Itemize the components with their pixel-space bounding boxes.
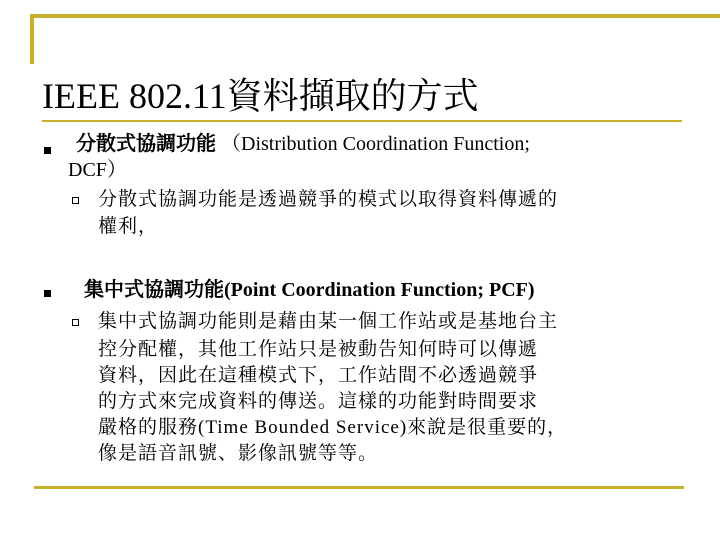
bullet-marker [44, 147, 51, 154]
footer-rule [34, 486, 684, 489]
bullet-2-sub-line-1: 集中式協調功能則是藉由某一個工作站或是基地台主 [98, 311, 559, 332]
bullet-1-sub-line-1: 分散式協調功能是透過競爭的模式以取得資料傳遞的 [98, 189, 559, 210]
bullet-1-heading [76, 132, 530, 156]
bullet-1-heading-term: 分散式協調功能 [76, 133, 216, 155]
sub-bullet-marker [72, 197, 79, 204]
bullet-2-heading [84, 278, 535, 302]
bullet-2-heading-term: 集中式協調功能 [84, 279, 224, 301]
slide-title: IEEE 802.11資料擷取的方式 [42, 76, 479, 116]
bullet-2-sub-line-2: 控分配權，其他工作站只是被動告知何時可以傳遞 [98, 339, 539, 360]
bullet-1-sub-line-2: 權利， [98, 216, 159, 237]
sub-bullet-marker [72, 319, 79, 326]
bullet-2-sub-line-5: 嚴格的服務(Time Bounded Service)來說是很重要的， [98, 417, 568, 438]
bullet-marker [44, 290, 51, 297]
decor-vertical-bar [30, 14, 34, 64]
bullet-2-heading-en: (Point Coordination Function; PCF) [224, 279, 535, 301]
bullet-2-sub-line-3: 資料，因此在這種模式下，工作站間不必透過競爭 [98, 365, 539, 386]
bullet-2-sub-line-4: 的方式來完成資料的傳送。這樣的功能對時間要求 [98, 391, 539, 412]
bullet-1-heading-en: （Distribution Coordination Function; [221, 133, 530, 155]
bullet-1-heading-cont: DCF） [68, 159, 127, 181]
decor-top-bar [30, 14, 720, 18]
bullet-2-sub-line-6: 像是語音訊號、影像訊號等等。 [98, 443, 379, 464]
title-underline [42, 120, 682, 122]
